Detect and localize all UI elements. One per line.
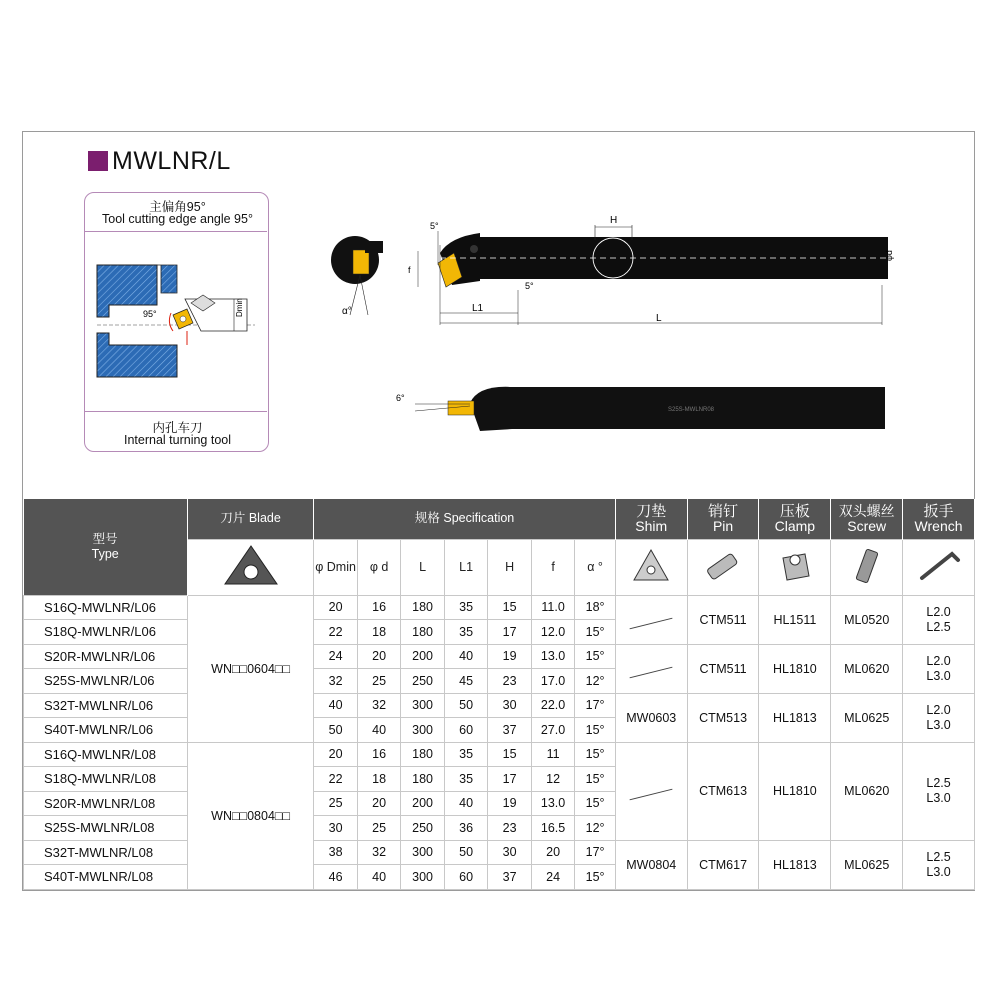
wrench-value: L2.5 [926,776,951,790]
spec-cell: 32 [314,669,358,694]
type-cell: S20R-MWLNR/L08 [24,791,188,816]
spec-cell: 35 [444,620,488,645]
sub-header-dmin: φ Dmin [314,539,358,595]
sub-header-d: φ d [357,539,401,595]
clamp-cell: HL1511 [759,595,831,644]
table-row [24,595,975,620]
clamp-icon [775,546,815,586]
spec-cell: 19 [488,644,532,669]
shim-header-en: Shim [635,517,668,534]
spec-cell: 19 [488,791,532,816]
shim-cell: MW0804 [615,840,687,889]
inset-bottom-en: Internal turning tool [123,433,231,447]
type-cell: S40T-MWLNR/L06 [24,718,188,743]
spec-cell: 27.0 [531,718,575,743]
spec-cell: 40 [314,693,358,718]
spec-cell: 17.0 [531,669,575,694]
type-cell: S18Q-MWLNR/L08 [24,767,188,792]
spec-cell: 12 [531,767,575,792]
pin-cell: CTM511 [687,595,759,644]
spec-cell: 25 [357,669,401,694]
angle-5-top-label: 5° [430,221,439,231]
spec-cell: 250 [401,669,445,694]
page-title [88,147,231,175]
inset-caption-en: Tool cutting edge angle 95° [102,212,253,226]
shim-cell-dash [615,595,687,644]
wrench-cell [903,595,975,644]
shim-cell-dash [615,742,687,840]
angle-5-bottom-label: 5° [525,281,534,291]
spec-cell: 40 [357,718,401,743]
spec-cell: 250 [401,816,445,841]
sub-header-alpha: α ° [575,539,616,595]
spec-cell: 40 [357,865,401,890]
spec-cell: 15° [575,791,616,816]
wrench-header-en: Wrench [914,517,963,534]
spec-cell: 11.0 [531,595,575,620]
spec-cell: 60 [444,718,488,743]
screw-header-en: Screw [847,517,887,534]
clamp-image [759,539,831,595]
inset-divider-top [85,231,267,232]
clamp-cell: HL1810 [759,742,831,840]
insert-icon [221,542,281,590]
type-header-en: Type [91,546,119,561]
screw-cell: ML0620 [831,742,903,840]
shim-cell-dash [615,644,687,693]
spec-cell: 37 [488,865,532,890]
blade-image [187,539,313,595]
type-cell: S20R-MWLNR/L06 [24,644,188,669]
spec-cell: 50 [444,840,488,865]
wrench-cell [903,644,975,693]
spec-cell: 36 [444,816,488,841]
spec-cell: 46 [314,865,358,890]
spec-cell: 30 [488,840,532,865]
wrench-image [903,539,975,595]
type-cell: S16Q-MWLNR/L06 [24,595,188,620]
shim-header-cn: 刀垫 [636,502,667,520]
tool-holder-drawings [320,205,894,455]
spec-cell: 24 [314,644,358,669]
spec-cell: 32 [357,693,401,718]
spec-cell: 15° [575,644,616,669]
inset-angle-label: 95° [143,309,157,319]
spec-cell: 50 [314,718,358,743]
sub-header-l: L [401,539,445,595]
spec-cell: 18 [357,620,401,645]
spec-cell: 18 [357,767,401,792]
screw-header-cn: 双头螺丝 [838,502,895,519]
wrench-cell [903,742,975,840]
bar-engraving: S25S-MWLNR08 [668,407,715,413]
shim-header [615,499,687,539]
spec-cell: 23 [488,816,532,841]
inset-caption-cn: 主偏角95° [149,200,206,214]
clamp-header-en: Clamp [774,517,816,534]
spec-table-body [24,595,975,889]
spec-cell: 13.0 [531,644,575,669]
type-cell: S25S-MWLNR/L06 [24,669,188,694]
spec-cell: 30 [314,816,358,841]
spec-cell: 300 [401,840,445,865]
spec-cell: 300 [401,865,445,890]
screw-icon [847,546,887,586]
spec-cell: 13.0 [531,791,575,816]
perspective-holder [396,387,885,431]
screw-cell: ML0620 [831,644,903,693]
sub-header-l1: L1 [444,539,488,595]
blade-cell: WN□□0804□□ [187,742,313,889]
l1-dimension-label: L1 [472,303,484,314]
spec-cell: 180 [401,620,445,645]
screw-cell: ML0625 [831,693,903,742]
hex-wrench-icon [914,546,964,586]
wrench-value: L3.0 [926,864,951,879]
spec-cell: 17° [575,840,616,865]
wrench-value: L3.0 [926,791,951,805]
spec-cell: 300 [401,693,445,718]
l-dimension-label: L [656,313,662,324]
shim-icon [631,546,671,586]
inset-bottom-cn: 内孔车刀 [152,421,203,435]
screw-image [831,539,903,595]
spec-cell: 25 [314,791,358,816]
type-header [24,499,188,595]
blade-header: 刀片 Blade [187,499,313,539]
spec-cell: 22 [314,767,358,792]
type-cell: S16Q-MWLNR/L08 [24,742,188,767]
wrench-value: L2.5 [926,619,951,634]
spec-cell: 16 [357,595,401,620]
spec-cell: 200 [401,644,445,669]
spec-cell: 23 [488,669,532,694]
spec-cell: 12.0 [531,620,575,645]
pin-header-en: Pin [712,517,734,534]
wrench-header [903,499,975,539]
sub-header-f: f [531,539,575,595]
spec-cell: 15 [488,742,532,767]
spec-cell: 180 [401,595,445,620]
pin-cell: CTM617 [687,840,759,889]
spec-cell: 16 [357,742,401,767]
spec-cell: 60 [444,865,488,890]
spec-cell: 38 [314,840,358,865]
sub-header-h: H [488,539,532,595]
spec-cell: 12° [575,669,616,694]
type-header-cn: 型号 [92,531,118,546]
spec-cell: 50 [444,693,488,718]
h-dimension-label: H [610,215,618,226]
spec-cell: 45 [444,669,488,694]
wrench-value: L2.0 [926,653,951,668]
type-cell: S32T-MWLNR/L06 [24,693,188,718]
specification-table [23,499,975,890]
spec-cell: 180 [401,742,445,767]
spec-cell: 17 [488,767,532,792]
type-cell: S18Q-MWLNR/L06 [24,620,188,645]
screw-cell: ML0625 [831,840,903,889]
top-view-holder [408,215,894,325]
pin-cell: CTM613 [687,742,759,840]
spec-cell: 35 [444,595,488,620]
spec-cell: 22.0 [531,693,575,718]
wrench-value: L2.0 [926,604,951,619]
blade-cell: WN□□0604□□ [187,595,313,742]
phi-d-label: φd [884,250,894,261]
table-row [24,840,975,865]
cutting-angle-inset [84,192,269,452]
end-view [331,236,383,317]
spec-cell: 20 [357,791,401,816]
wrench-value: L2.5 [926,849,951,864]
table-row [24,693,975,718]
alpha-label: α° [342,306,352,317]
spec-cell: 200 [401,791,445,816]
spec-cell: 15° [575,742,616,767]
clamp-cell: HL1813 [759,693,831,742]
clamp-header-cn: 压板 [779,502,810,520]
spec-cell: 35 [444,742,488,767]
pin-header [687,499,759,539]
wrench-cell [903,840,975,889]
spec-cell: 40 [444,791,488,816]
spec-cell: 35 [444,767,488,792]
wrench-value: L3.0 [926,668,951,683]
spec-cell: 17 [488,620,532,645]
pin-header-cn: 销钉 [708,502,739,520]
f-dimension-label: f [408,265,411,275]
pin-image [687,539,759,595]
spec-cell: 20 [314,742,358,767]
clamp-cell: HL1813 [759,840,831,889]
type-cell: S32T-MWLNR/L08 [24,840,188,865]
spec-cell: 12° [575,816,616,841]
spec-cell: 17° [575,693,616,718]
wrench-header-cn: 扳手 [923,502,954,520]
wrench-value: L2.0 [926,702,951,717]
spec-cell: 18° [575,595,616,620]
clamp-header [759,499,831,539]
spec-header: 规格 Specification [314,499,616,539]
spec-cell: 20 [531,840,575,865]
spec-cell: 24 [531,865,575,890]
spec-cell: 300 [401,718,445,743]
spec-cell: 15° [575,620,616,645]
spec-cell: 180 [401,767,445,792]
spec-cell: 15° [575,767,616,792]
screw-cell: ML0520 [831,595,903,644]
pin-cell: CTM511 [687,644,759,693]
spec-cell: 20 [314,595,358,620]
spec-cell: 16.5 [531,816,575,841]
spec-cell: 40 [444,644,488,669]
angle-6-label: 6° [396,393,405,403]
shim-cell: MW0603 [615,693,687,742]
pin-cell: CTM513 [687,693,759,742]
bore-section-diagram [97,265,255,377]
title-marker [88,151,108,171]
spec-cell: 20 [357,644,401,669]
table-row [24,742,975,767]
spec-cell: 11 [531,742,575,767]
spec-cell: 22 [314,620,358,645]
spec-cell: 32 [357,840,401,865]
table-row [24,644,975,669]
pin-icon [701,546,745,586]
spec-cell: 15° [575,865,616,890]
spec-cell: 15 [488,595,532,620]
wrench-value: L3.0 [926,717,951,732]
spec-cell: 15° [575,718,616,743]
shim-image [615,539,687,595]
type-cell: S25S-MWLNR/L08 [24,816,188,841]
screw-header [831,499,903,539]
type-cell: S40T-MWLNR/L08 [24,865,188,890]
clamp-cell: HL1810 [759,644,831,693]
inset-dmin-label: Dmin [235,298,244,317]
spec-cell: 25 [357,816,401,841]
title-text: MWLNR/L [112,146,231,175]
spec-cell: 30 [488,693,532,718]
wrench-cell [903,693,975,742]
inset-divider-bottom [85,411,267,412]
spec-cell: 37 [488,718,532,743]
